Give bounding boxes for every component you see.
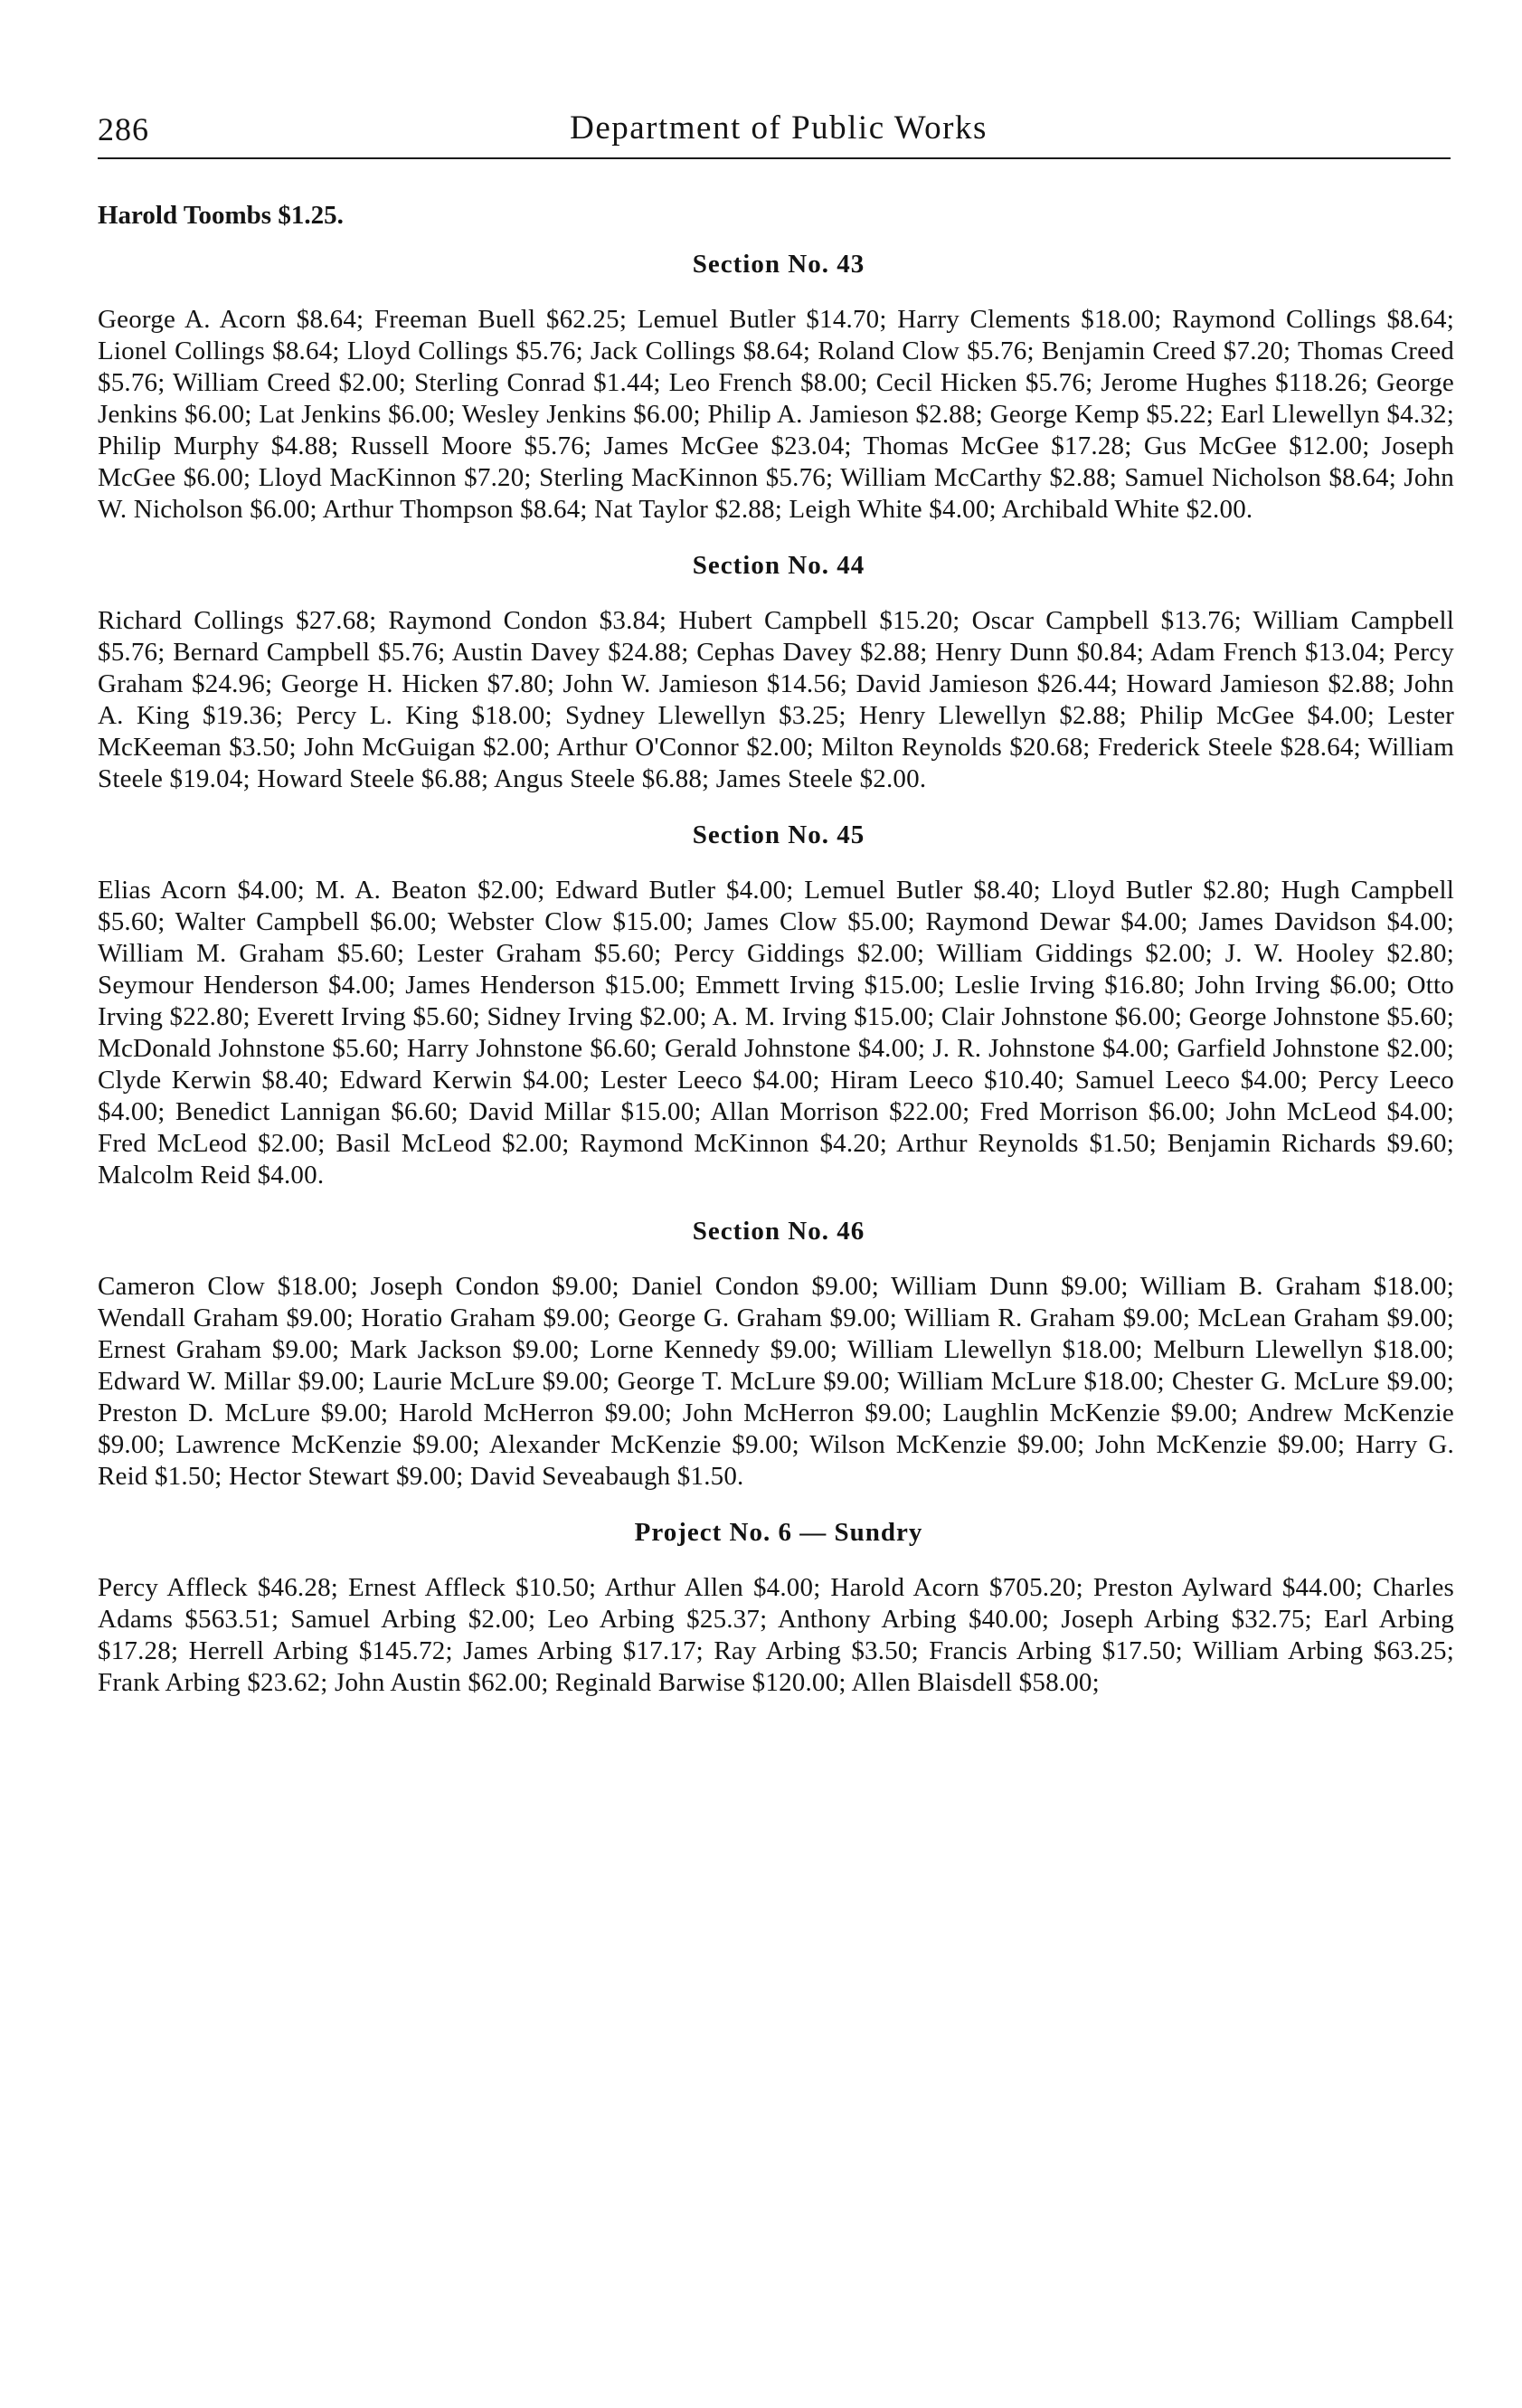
header-rule bbox=[98, 157, 1451, 159]
section-heading: Section No. 46 bbox=[692, 1217, 865, 1246]
section-44 bbox=[98, 549, 1460, 795]
section-heading: Section No. 45 bbox=[692, 820, 865, 849]
section-body: Richard Collings $27.68; Raymond Condon $3.84; Hubert Campbell $15.20; Oscar Campbell $13.76; William Campbell $5.76; Bernard Campbell $5.76; Austin Davey $24.88; Cephas Davey $2.88; Henry Dunn $0.84; Adam French $13.04; Percy Graham $24.96; George H. Hicken $7.80; John W. Jamieson $14.56; David Jamieson $26.44; Howard Jamieson $2.88; John A. King $19.36; Percy L. King $18.00; Sydney Llewellyn $3.25; Henry Llewellyn $2.88; Philip McGee $4.00; Lester McKeeman $3.50; John McGuigan $2.00; Arthur O'Connor $2.00; Milton Reynolds $20.68; Frederick Steele $28.64; William Steele $19.04; Howard Steele $6.88; Angus Steele $6.88; James Steele $2.00. bbox=[98, 606, 1454, 793]
section-heading: Project No. 6 — Sundry bbox=[634, 1518, 923, 1547]
running-title: Department of Public Works bbox=[570, 109, 988, 147]
section-43 bbox=[98, 248, 1460, 526]
carryover-entry: Harold Toombs $1.25. bbox=[98, 201, 344, 230]
section-45 bbox=[98, 819, 1460, 1191]
page-number: 286 bbox=[98, 111, 149, 147]
section-body: Elias Acorn $4.00; M. A. Beaton $2.00; Edward Butler $4.00; Lemuel Butler $8.40; Lloyd Butler $2.80; Hugh Campbell $5.60; Walter Campbell $6.00; Webster Clow $15.00; James Clow $5.00; Raymond Dewar $4.00; James Davidson $4.00; William M. Graham $5.60; Lester Graham $5.60; Percy Giddings $2.00; William Giddings $2.00; J. W. Hooley $2.80; Seymour Henderson $4.00; James Henderson $15.00; Emmett Irving $15.00; Leslie Irving $16.80; John Irving $6.00; Otto Irving $22.80; Everett Irving $5.60; Sidney Irving $2.00; A. M. Irving $15.00; Clair Johnstone $6.00; George Johnstone $5.60; McDonald Johnstone $5.60; Harry Johnstone $6.60; Gerald Johnstone $4.00; J. R. Johnstone $4.00; Garfield Johnstone $2.00; Clyde Kerwin $8.40; Edward Kerwin $4.00; Lester Leeco $4.00; Hiram Leeco $10.40; Samuel Leeco $4.00; Percy Leeco $4.00; Benedict Lannigan $6.60; David Millar $15.00; Allan Morrison $22.00; Fred Morrison $6.00; John McLeod $4.00; Fred McLeod $2.00; Basil McLeod $2.00; Raymond McKinnon $4.20; Arthur Reynolds $1.50; Benjamin Richards $9.60; Malcolm Reid $4.00. bbox=[98, 876, 1454, 1190]
page-header bbox=[98, 101, 1460, 152]
section-46 bbox=[98, 1215, 1460, 1493]
project-6-sundry bbox=[98, 1516, 1460, 1699]
section-body: George A. Acorn $8.64; Freeman Buell $62.25; Lemuel Butler $14.70; Harry Clements $18.00; Raymond Collings $8.64; Lionel Collings $8.64; Lloyd Collings $5.76; Jack Collings $8.64; Roland Clow $5.76; Benjamin Creed $7.20; Thomas Creed $5.76; William Creed $2.00; Sterling Conrad $1.44; Leo French $8.00; Cecil Hicken $5.76; Jerome Hughes $118.26; George Jenkins $6.00; Lat Jenkins $6.00; Wesley Jenkins $6.00; Philip A. Jamieson $2.88; George Kemp $5.22; Earl Llewellyn $4.32; Philip Murphy $4.88; Russell Moore $5.76; James McGee $23.04; Thomas McGee $17.28; Gus McGee $12.00; Joseph McGee $6.00; Lloyd MacKinnon $7.20; Sterling MacKinnon $5.76; William McCarthy $2.88; Samuel Nicholson $8.64; John W. Nicholson $6.00; Arthur Thompson $8.64; Nat Taylor $2.88; Leigh White $4.00; Archibald White $2.00. bbox=[98, 305, 1454, 524]
section-heading: Section No. 44 bbox=[692, 551, 865, 580]
section-heading: Section No. 43 bbox=[692, 250, 865, 279]
section-body: Cameron Clow $18.00; Joseph Condon $9.00; Daniel Condon $9.00; William Dunn $9.00; William B. Graham $18.00; Wendall Graham $9.00; Horatio Graham $9.00; George G. Graham $9.00; William R. Graham $9.00; McLean Graham $9.00; Ernest Graham $9.00; Mark Jackson $9.00; Lorne Kennedy $9.00; William Llewellyn $18.00; Melburn Llewellyn $18.00; Edward W. Millar $9.00; Laurie McLure $9.00; George T. McLure $9.00; William McLure $18.00; Chester G. McLure $9.00; Preston D. McLure $9.00; Harold McHerron $9.00; John McHerron $9.00; Laughlin McKenzie $9.00; Andrew McKenzie $9.00; Lawrence McKenzie $9.00; Alexander McKenzie $9.00; Wilson McKenzie $9.00; John McKenzie $9.00; Harry G. Reid $1.50; Hector Stewart $9.00; David Seveabaugh $1.50. bbox=[98, 1272, 1454, 1491]
document-page bbox=[98, 101, 1460, 1699]
section-body: Percy Affleck $46.28; Ernest Affleck $10.50; Arthur Allen $4.00; Harold Acorn $705.20; Preston Aylward $44.00; Charles Adams $563.51; Samuel Arbing $2.00; Leo Arbing $25.37; Anthony Arbing $40.00; Joseph Arbing $32.75; Earl Arbing $17.28; Herrell Arbing $145.72; James Arbing $17.17; Ray Arbing $3.50; Francis Arbing $17.50; William Arbing $63.25; Frank Arbing $23.62; John Austin $62.00; Reginald Barwise $120.00; Allen Blaisdell $58.00; bbox=[98, 1573, 1454, 1697]
